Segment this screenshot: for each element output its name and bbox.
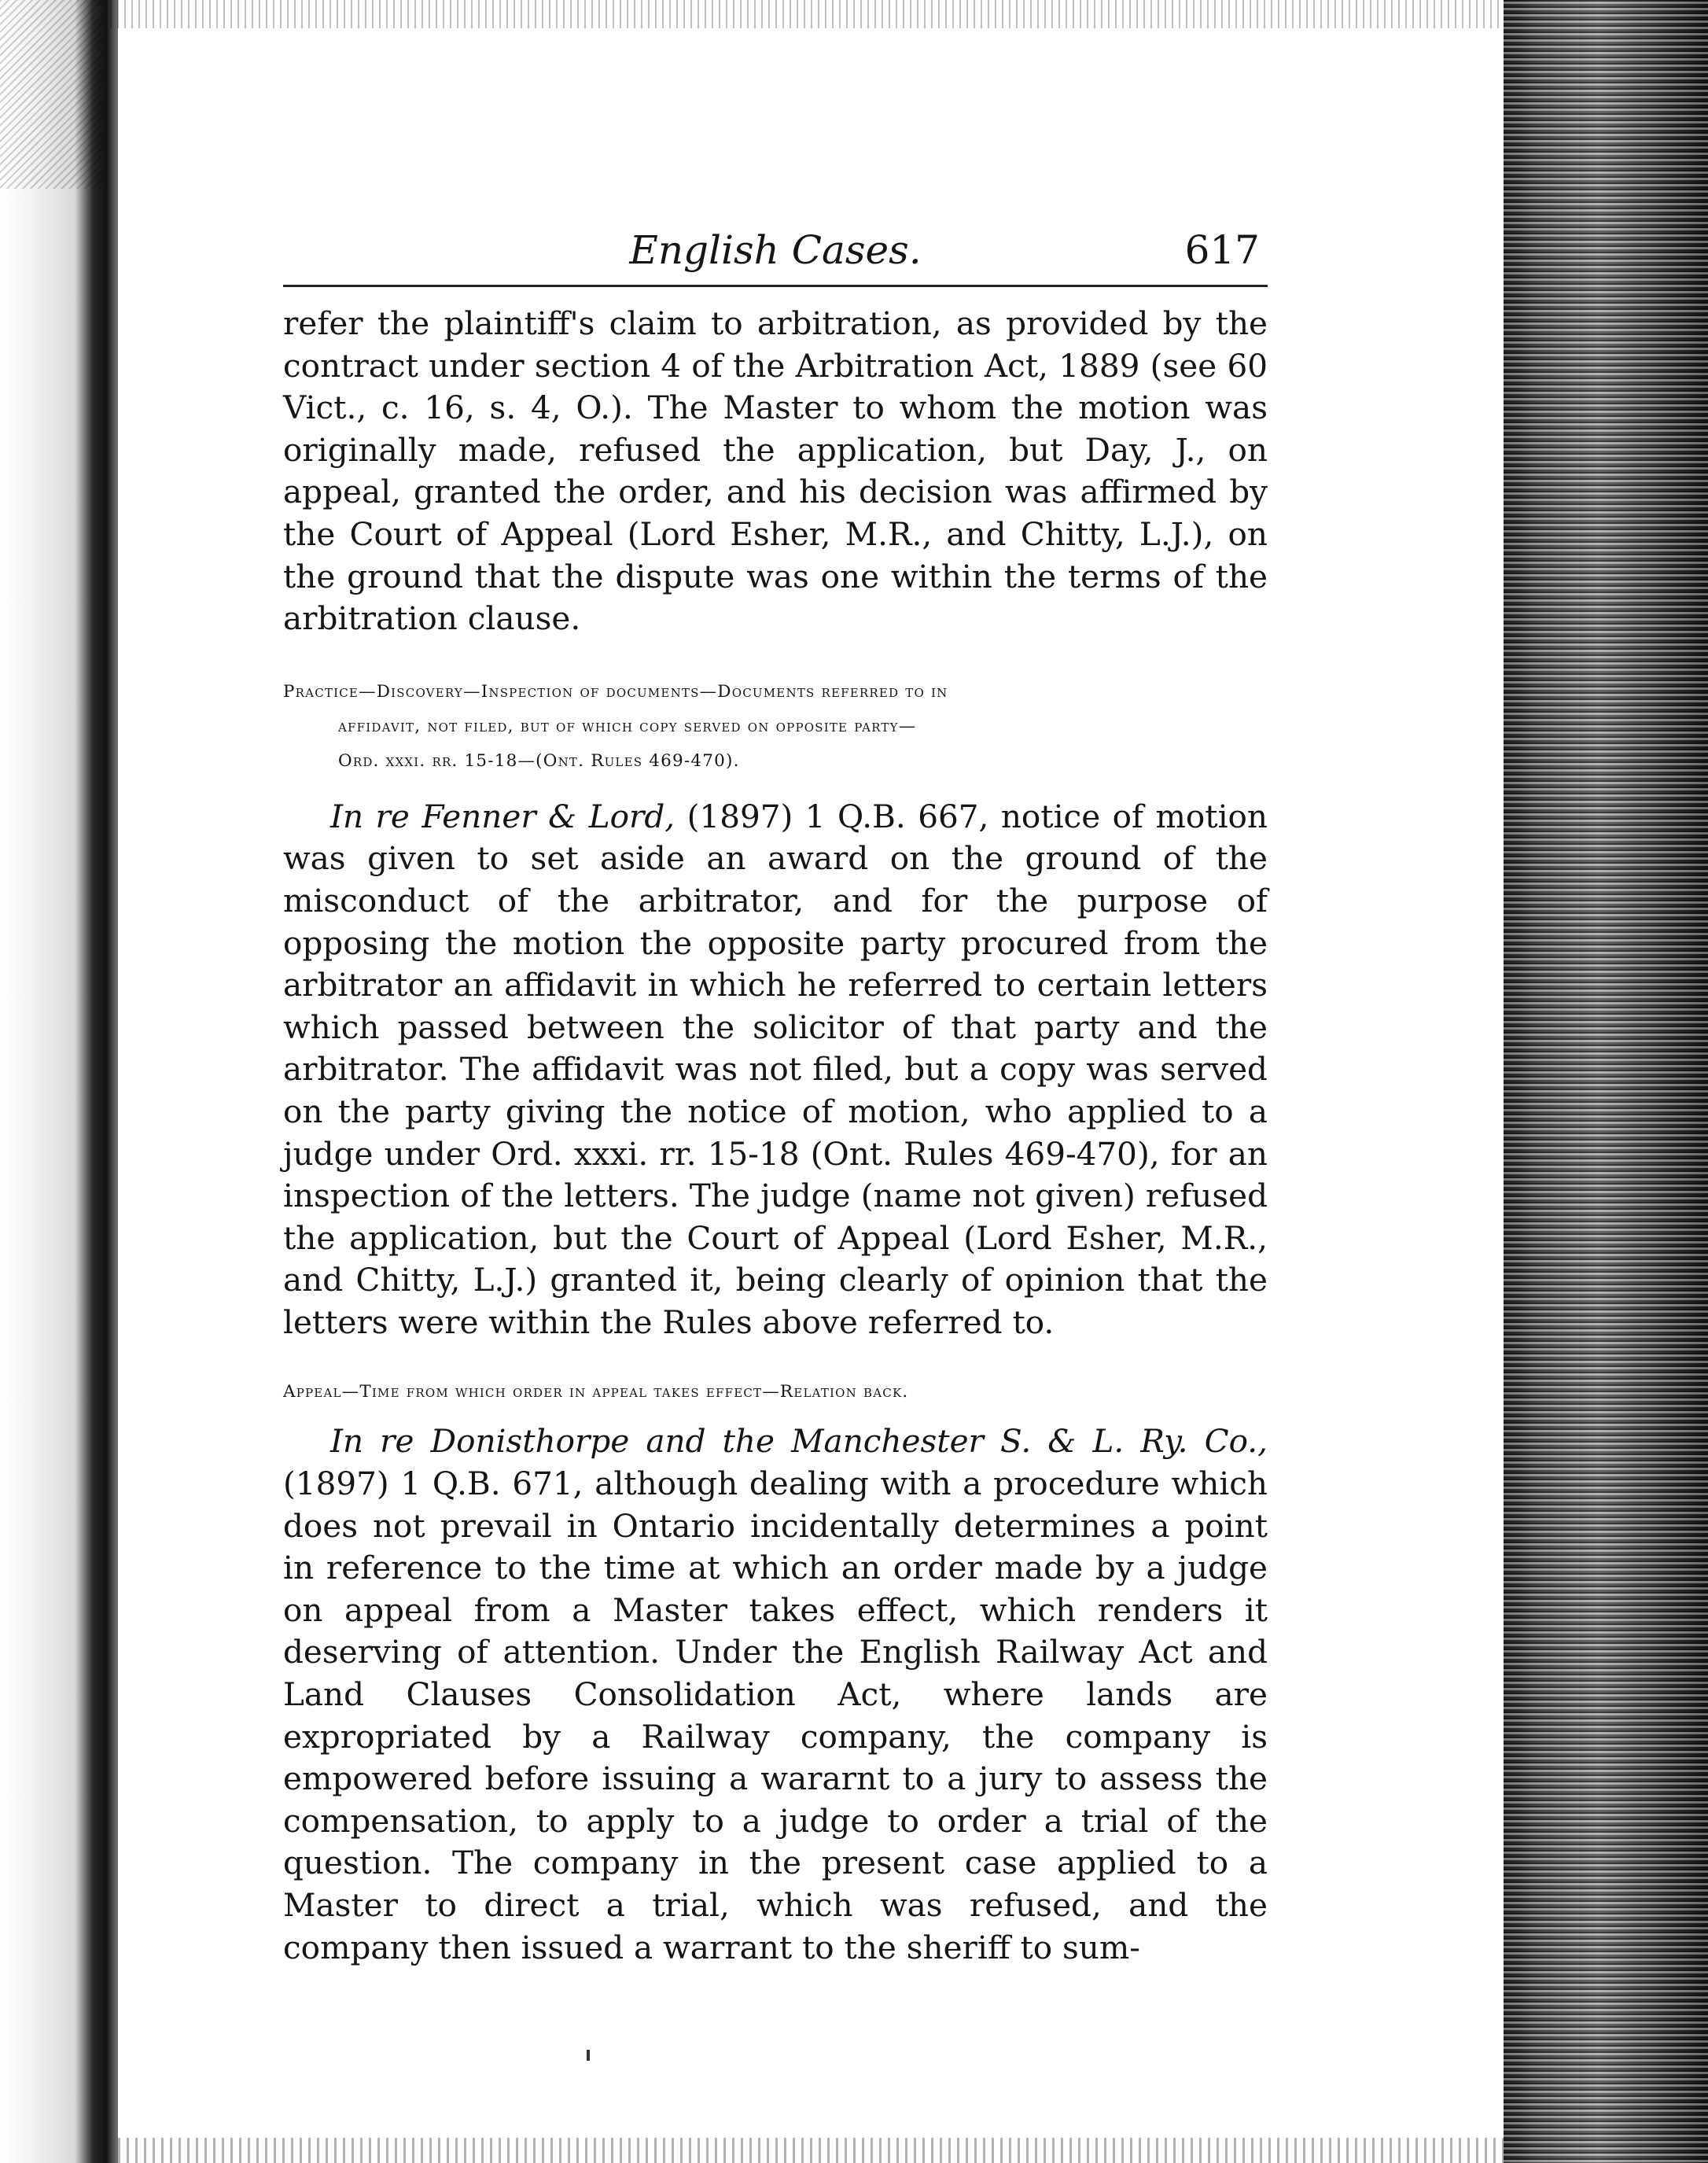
scan-right-edge xyxy=(1504,0,1708,2163)
case-paragraph-donisthorpe xyxy=(283,1421,1268,1969)
scan-left-edge xyxy=(0,0,118,2163)
case-body: (1897) 1 Q.B. 667, notice of motion was given to set aside an award on the ground of the misconduct of the arbitrator, and for the purpose of opposing the motion the opposite party procured from the arbitrator an affidavit in which he referred to certain letters which passed between the solicitor of that party and the arbitrator. The affidavit was not filed, but a copy was served on the party giving the notice of motion, who applied to a judge under Ord. xxxi. rr. 15-18 (Ont. Rules 469-470), for an inspection of the letters. The judge (name not given) refused the application, but the Court of Appeal (Lord Esher, M.R., and Chitty, L.J.) granted it, being clearly of opinion that the letters were within the Rules above referred to. xyxy=(283,797,1268,1341)
scan-bottom-edge xyxy=(118,2138,1504,2163)
heading-line: Appeal—Time from which order in appeal takes effect—Relation back. xyxy=(283,1382,909,1402)
running-title: English Cases. xyxy=(629,227,922,273)
heading-line: affidavit, not filed, but of which copy served on opposite party— xyxy=(338,716,917,736)
case-name: In re Fenner & Lord, xyxy=(330,797,675,835)
section-heading-practice xyxy=(283,675,1268,779)
continued-paragraph: refer the plaintiff's claim to arbitration, as provided by the contract under section 4 of the Arbitration Act, 1889 (see 60 Vict., c. 16, s. 4, O.). The Master to whom the motion was originally made, refused the application, but Day, J., on appeal, granted the order, and his decision was affirmed by the Court of Appeal (Lord Esher, M.R., and Chitty, L.J.), on the ground that the dispute was one within the terms of the arbitration clause. xyxy=(283,304,1268,638)
scan-top-edge xyxy=(110,0,1502,28)
ink-mark xyxy=(587,2050,590,2061)
scan-left-noise xyxy=(0,0,102,189)
heading-line: Practice—Discovery—Inspection of documents—Documents referred to in xyxy=(283,681,948,702)
book-page xyxy=(283,227,1268,1969)
case-paragraph-fenner xyxy=(283,796,1268,1344)
case-body: (1897) 1 Q.B. 671, although dealing with a procedure which does not prevail in Ontario incidentally determines a point in reference to the time at which an order made by a judge on appeal from a Master takes effect, which renders it deserving of attention. Under the English Railway Act and Land Clauses Consolidation Act, where lands are expropriated by a Railway company, the company is empowered before issuing a wararnt to a jury to assess the compensation, to apply to a judge to order a trial of the question. The company in the present case applied to a Master to direct a trial, which was refused, and the company then issued a warrant to the sheriff to sum- xyxy=(283,1465,1268,1966)
running-head xyxy=(283,227,1268,287)
page-number: 617 xyxy=(1184,227,1260,273)
case-name: In re Donisthorpe and the Manchester S. & L. Ry. Co., xyxy=(330,1422,1268,1461)
section-heading-appeal xyxy=(283,1375,1268,1409)
heading-line: Ord. xxxi. rr. 15-18—(Ont. Rules 469-470). xyxy=(338,750,740,771)
